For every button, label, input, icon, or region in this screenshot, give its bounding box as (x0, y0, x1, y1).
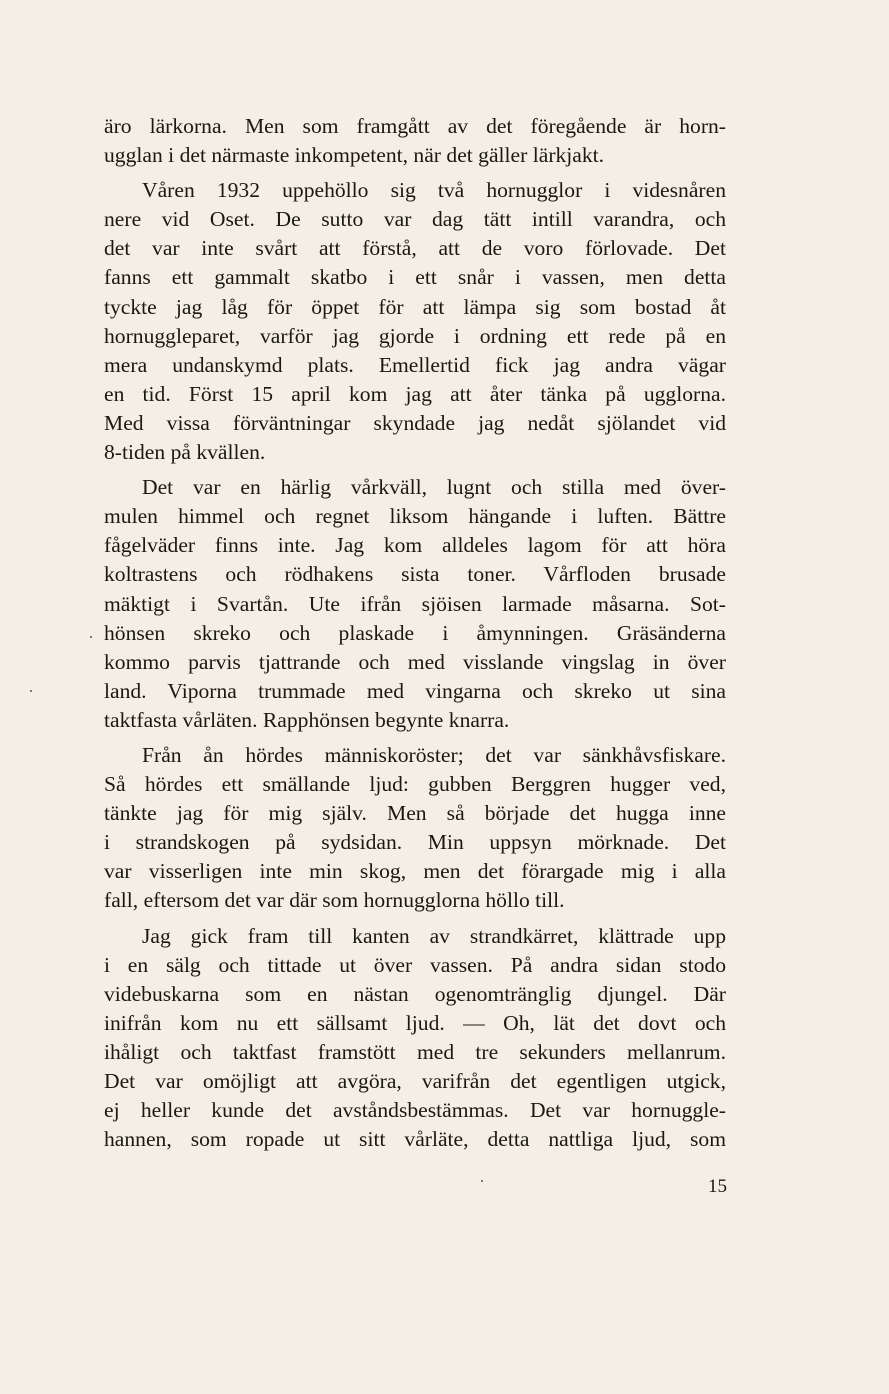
text-line: Våren 1932 uppehöllo sig två hornugglor i videsnåren (142, 178, 726, 203)
text-line: ugglan i det närmaste inkompetent, när det gäller lärkjakt. (104, 143, 605, 168)
text-line: hönsen skreko och plaskade i åmynningen. Gräsänderna (104, 620, 726, 645)
text-line: tyckte jag låg för öppet för att lämpa sig som bostad åt (104, 294, 726, 319)
paragraph (104, 176, 726, 467)
body-text (104, 112, 726, 1154)
text-line: videbuskarna som en nästan ogenomtränglig djungel. Där (104, 981, 726, 1006)
text-line: i en sälg och tittade ut över vassen. På andra sidan stodo (104, 952, 726, 977)
text-line: kommo parvis tjattrande och med visslande vingslag in över (104, 649, 726, 674)
text-line: tänkte jag för mig själv. Men så började det hugga inne (104, 801, 726, 826)
text-line: koltrastens och rödhakens sista toner. Vårfloden brusade (104, 562, 726, 587)
text-line: Det var omöjligt att avgöra, varifrån det egentligen utgick, (104, 1069, 726, 1093)
text-line: var visserligen inte min skog, men det förargade mig i alla (104, 859, 726, 884)
text-line: Det var en härlig vårkväll, lugnt och stilla med över- (142, 475, 726, 500)
text-line: fanns ett gammalt skatbo i ett snår i vassen, men detta (104, 265, 726, 290)
text-line: en tid. Först 15 april kom jag att åter tänka på ugglorna. (104, 381, 726, 406)
text-line: inifrån kom nu ett sällsamt ljud. — Oh, lät det dovt och (104, 1010, 726, 1035)
text-line: äro lärkorna. Men som framgått av det föregående är horn- (104, 114, 726, 138)
text-line: hornuggleparet, varför jag gjorde i ordning ett rede på en (104, 323, 726, 348)
text-line: ej heller kunde det avståndsbestämmas. Det var hornuggle- (104, 1098, 726, 1123)
text-line: Med vissa förväntningar skyndade jag nedåt sjölandet vid (104, 410, 726, 435)
text-line: 8-tiden på kvällen. (104, 440, 266, 465)
text-line: fågelväder finns inte. Jag kom alldeles lagom för att höra (104, 533, 726, 558)
text-line: nere vid Oset. De sutto var dag tätt intill varandra, och (104, 207, 726, 232)
text-line: hannen, som ropade ut sitt vårläte, detta nattliga ljud, som (104, 1127, 726, 1152)
print-speck (90, 636, 92, 638)
text-line: Så hördes ett smällande ljud: gubben Berggren hugger ved, (104, 772, 726, 797)
print-speck (30, 690, 32, 692)
text-line: mäktigt i Svartån. Ute ifrån sjöisen larmade måsarna. Sot- (104, 591, 726, 616)
text-line: ihåligt och taktfast framstött med tre sekunders mellanrum. (104, 1039, 726, 1064)
text-line: fall, eftersom det var där som hornugglorna höllo till. (104, 888, 565, 913)
text-line: land. Viporna trummade med vingarna och skreko ut sina (104, 678, 726, 703)
text-line: mulen himmel och regnet liksom hängande i luften. Bättre (104, 504, 726, 529)
text-line: Jag gick fram till kanten av strandkärret, klättrade upp (142, 923, 726, 948)
text-line: mera undanskymd plats. Emellertid fick jag andra vägar (104, 352, 726, 377)
paragraph (104, 741, 726, 916)
paragraph (104, 922, 726, 1155)
text-line: det var inte svårt att förstå, att de voro förlovade. Det (104, 236, 726, 261)
text-line: taktfasta vårläten. Rapphönsen begynte knarra. (104, 707, 510, 732)
paragraph (104, 473, 726, 735)
text-line: Från ån hördes människoröster; det var sänkhåvsfiskare. (142, 742, 726, 767)
text-line: i strandskogen på sydsidan. Min uppsyn mörknade. Det (104, 830, 726, 855)
paragraph (104, 112, 726, 170)
print-speck (481, 1180, 483, 1182)
page-number: 15 (708, 1176, 727, 1197)
